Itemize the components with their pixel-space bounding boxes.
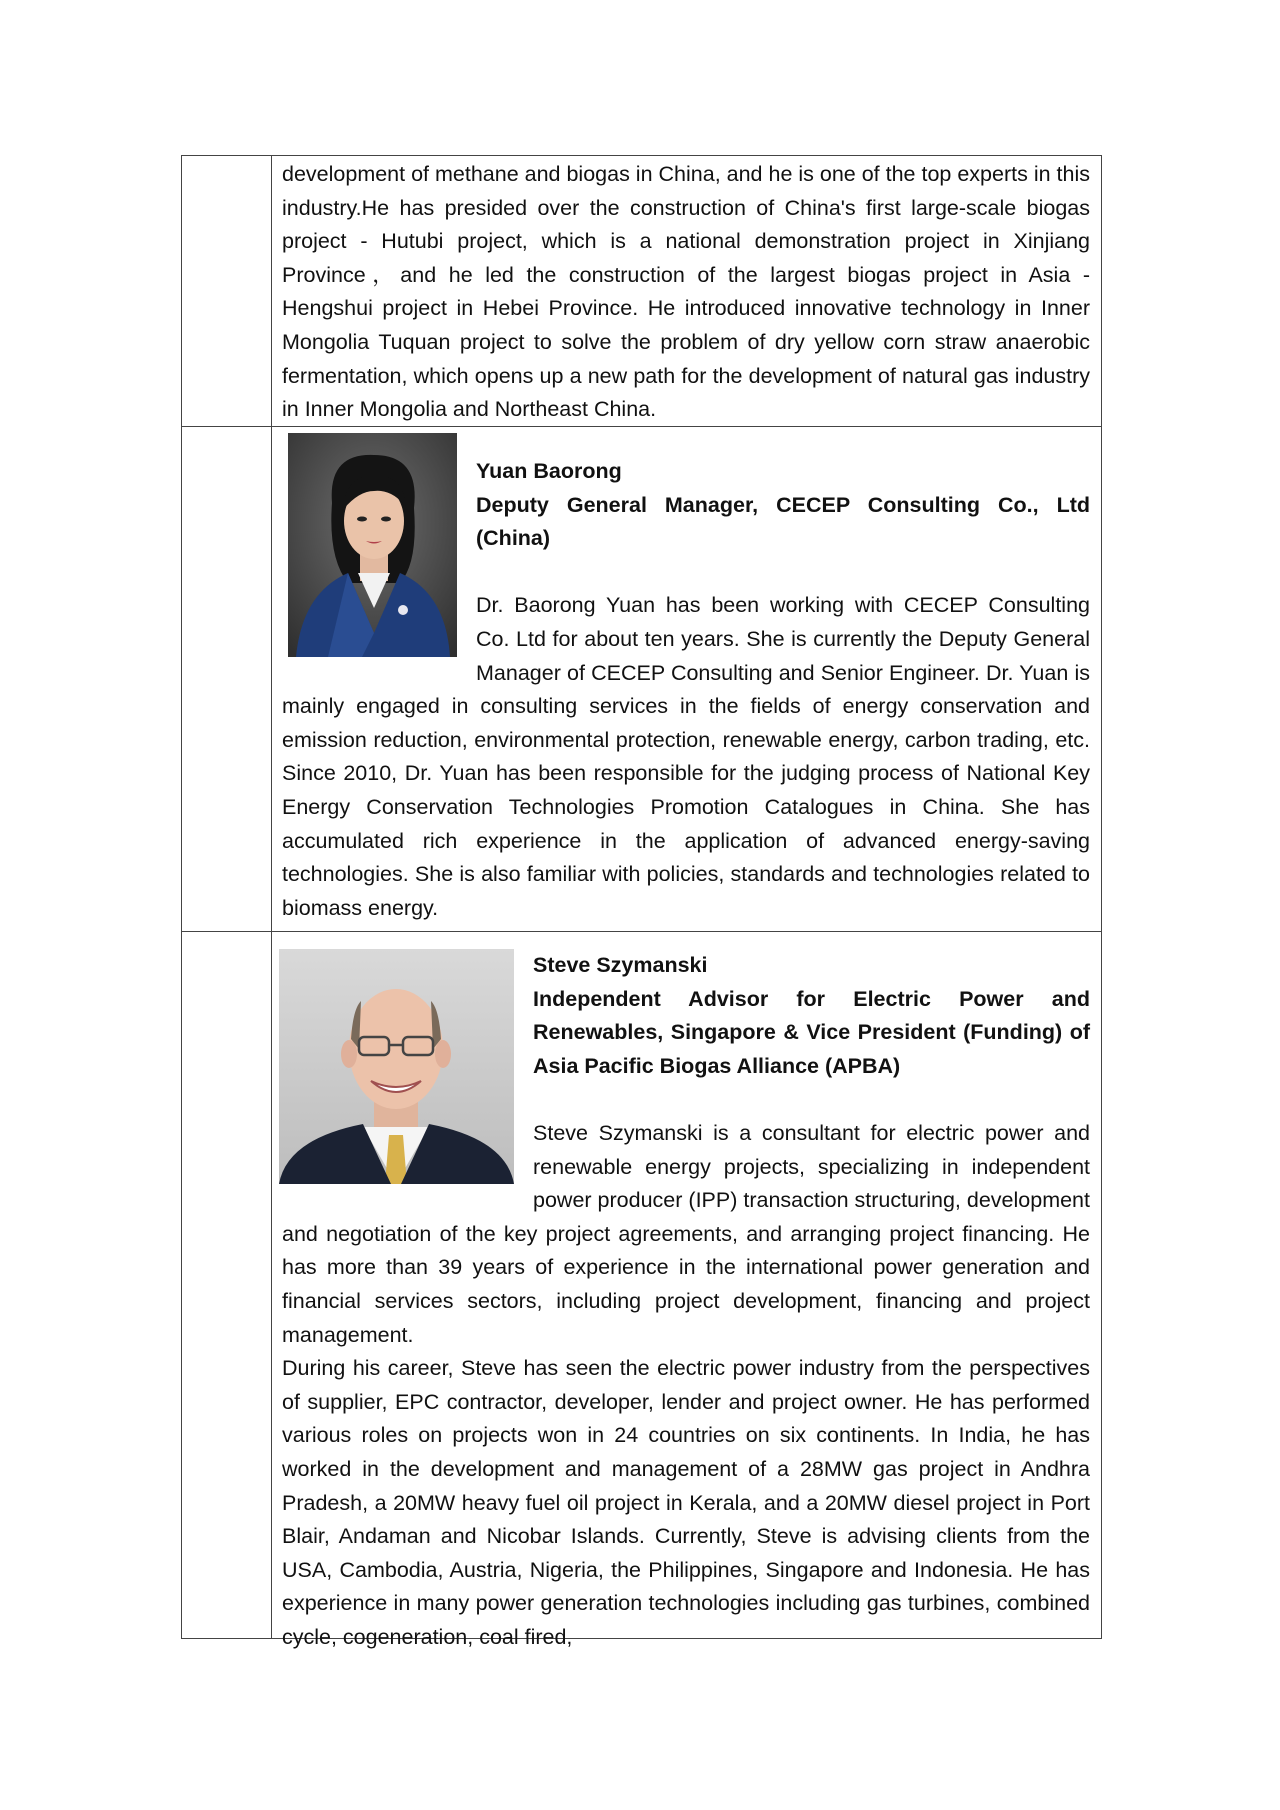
portrait-yuan-baorong [288,433,457,657]
speaker-bio: Steve Szymanski is a consultant for electric power and renewable energy projects, specializing in independent power producer (IPP) transaction structuring, development and negotiation of the key project agreements, and arranging project financing. He has more than 39 years of experience in the international power generation and financial services sectors, including project development, financing and project management. [282,1120,1090,1347]
table-row [182,426,1101,931]
left-cell [182,932,272,1638]
table-row [182,931,1101,1649]
portrait-steve-szymanski [279,949,514,1184]
speaker-role: Deputy General Manager, CECEP Consulting Co., Ltd (China) [476,492,1090,551]
speaker-role: Independent Advisor for Electric Power and Renewables, Singapore & Vice President (Funding) of Asia Pacific Biogas Alliance (APBA) [533,986,1090,1078]
right-cell [272,932,1101,1649]
speaker-table [181,155,1102,1649]
left-cell [182,156,272,426]
speaker-bio-continued: During his career, Steve has seen the electric power industry from the perspectives of supplier, EPC contractor, developer, lender and project owner. He has performed various roles on projects won in 24 countries on six continents. In India, he has worked in the development and management of a 28MW gas project in Andhra Pradesh, a 20MW heavy fuel oil project in Kerala, and a 20MW diesel project in Port Blair, Andaman and Nicobar Islands. Currently, Steve is advising clients from the USA, Cambodia, Austria, Nigeria, the Philippines, Singapore and Indonesia. He has experience in many power generation technologies including gas turbines, combined cycle, cogeneration, coal fired, [282,1356,1090,1649]
table-row [182,156,1101,426]
bio-continuation: development of methane and biogas in China, and he is one of the top experts in this industry.He has presided over the construction of China's first large-scale biogas project - Hutubi project, which is a national demonstration project in Xinjiang Province，and he led the construction of the largest biogas project in Asia - Hengshui project in Hebei Province. He introduced innovative technology in Inner Mongolia Tuquan project to solve the problem of dry yellow corn straw anaerobic fermentation, which opens up a new path for the development of natural gas industry in Inner Mongolia and Northeast China. [282,162,1090,422]
speaker-name: Steve Szymanski [533,953,708,977]
speaker-bio: Dr. Baorong Yuan has been working with CECEP Consulting Co. Ltd for about ten years. She is currently the Deputy General Manager of CECEP Consulting and Senior Engineer. Dr. Yuan is mainly engaged in consulting services in the fields of energy conservation and emission reduction, environmental protection, renewable energy, carbon trading, etc. Since 2010, Dr. Yuan has been responsible for the judging process of National Key Energy Conservation Technologies Promotion Catalogues in China. She has accumulated rich experience in the application of advanced energy-saving technologies. She is also familiar with policies, standards and technologies related to biomass energy. [282,593,1090,920]
left-cell [182,427,272,931]
right-cell [272,427,1101,931]
right-cell [272,156,1101,426]
speaker-name: Yuan Baorong [476,459,622,483]
